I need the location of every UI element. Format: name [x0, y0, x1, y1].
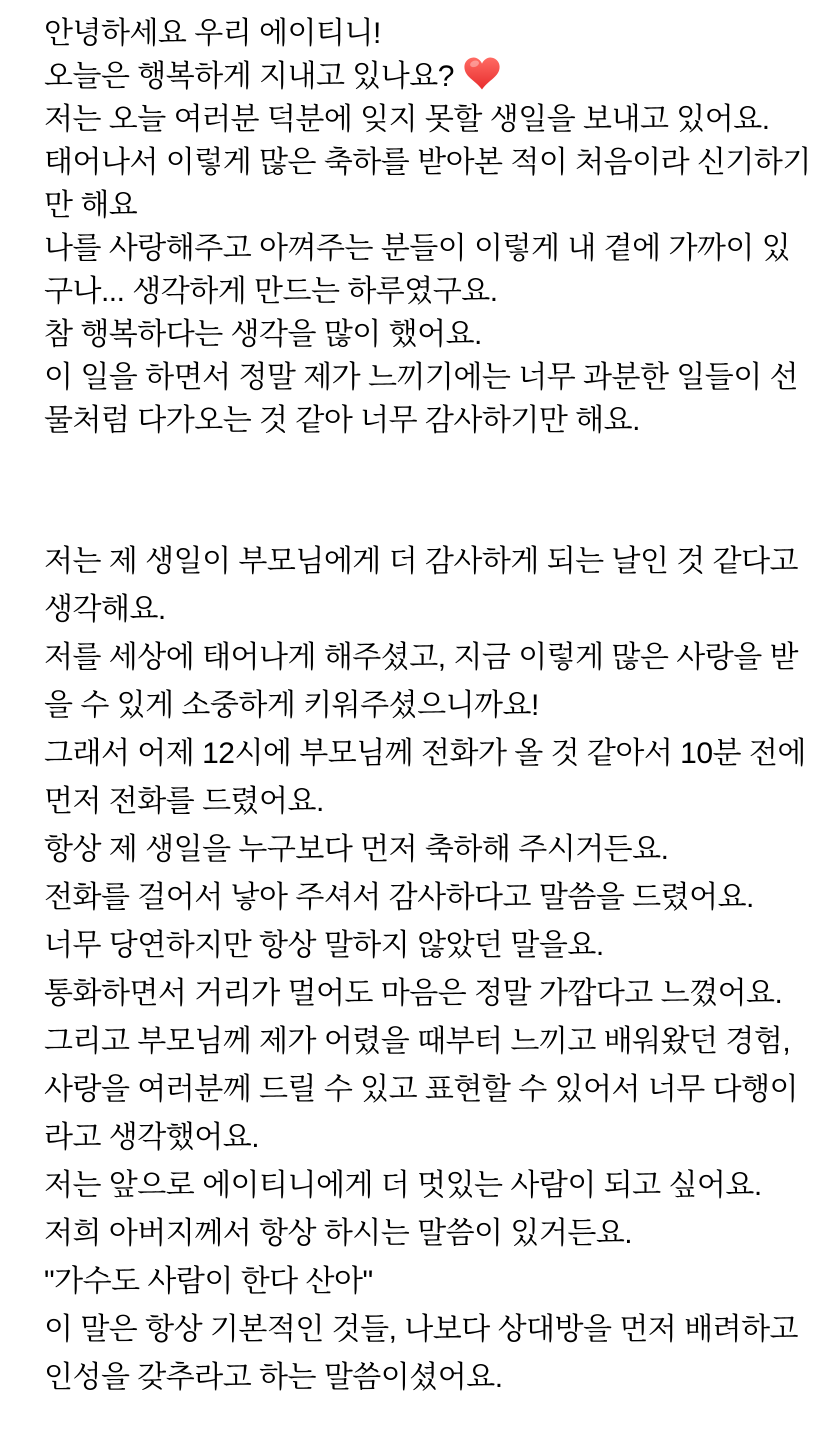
text-line-content: 태어나서 이렇게 많은 축하를 받아본 적이 처음이라 신기하기 [44, 146, 811, 179]
text-line [44, 826, 798, 874]
text-line [44, 586, 798, 634]
text-line [44, 970, 798, 1018]
text-line-content: 전화를 걸어서 낳아 주셔서 감사하다고 말씀을 드렸어요. [44, 881, 754, 914]
text-line-content: 이 말은 항상 기본적인 것들, 나보다 상대방을 먼저 배려하고 [44, 1313, 799, 1346]
text-line [44, 98, 798, 141]
text-line [44, 682, 798, 730]
text-line [44, 1114, 798, 1162]
text-line-content: 라고 생각했어요. [44, 1121, 260, 1154]
text-line [44, 778, 798, 826]
text-line-content: 저를 세상에 태어나게 해주셨고, 지금 이렇게 많은 사랑을 받 [44, 641, 799, 674]
text-line [44, 730, 806, 778]
text-line [44, 184, 798, 227]
text-line-content: 저는 오늘 여러분 덕분에 잊지 못할 생일을 보내고 있어요. [44, 103, 770, 136]
text-line [44, 1210, 798, 1258]
text-line-content: 구나... 생각하게 만드는 하루였구요. [44, 275, 498, 308]
text-line [44, 1162, 798, 1210]
text-line-content: 나를 사랑해주고 아껴주는 분들이 이렇게 내 곁에 가까이 있 [44, 232, 791, 265]
text-line-content: 너무 당연하지만 항상 말하지 않았던 말을요. [44, 929, 604, 962]
text-line [44, 227, 798, 270]
text-line-content: 이 일을 하면서 정말 제가 느끼기에는 너무 과분한 일들이 선 [44, 361, 799, 394]
document-body [44, 12, 811, 1402]
text-line-content: "가수도 사람이 한다 산아" [44, 1265, 373, 1298]
text-line [44, 1018, 798, 1066]
text-line-content: 먼저 전화를 드렸어요. [44, 785, 324, 818]
text-line-content: 그래서 어제 12시에 부모님께 전화가 올 것 같아서 10분 전에 [44, 737, 806, 770]
text-line-content: 생각해요. [44, 593, 166, 626]
text-line-content: 인성을 갖추라고 하는 말씀이셨어요. [44, 1361, 503, 1394]
red-heart-emoji-icon [464, 57, 500, 90]
text-line [44, 55, 798, 98]
text-line-content: 만 해요 [44, 189, 138, 222]
text-line [44, 1306, 798, 1354]
text-line [44, 313, 798, 356]
text-line [44, 922, 798, 970]
text-line [44, 1258, 798, 1306]
text-line-content: 오늘은 행복하게 지내고 있나요? [44, 60, 454, 93]
text-line [44, 1354, 798, 1402]
text-line-content: 저는 제 생일이 부모님에게 더 감사하게 되는 날인 것 같다고 [44, 545, 799, 578]
text-line [44, 399, 798, 442]
text-line [44, 634, 798, 682]
text-line-content: 물처럼 다가오는 것 같아 너무 감사하기만 해요. [44, 404, 640, 437]
text-line [44, 12, 798, 55]
text-line-content: 통화하면서 거리가 멀어도 마음은 정말 가깝다고 느꼈어요. [44, 977, 783, 1010]
text-line-content: 항상 제 생일을 누구보다 먼저 축하해 주시거든요. [44, 833, 669, 866]
text-line [44, 356, 798, 399]
text-line-content: 사랑을 여러분께 드릴 수 있고 표현할 수 있어서 너무 다행이 [44, 1073, 799, 1106]
paragraph [44, 538, 806, 1402]
text-line [44, 538, 798, 586]
text-line-content: 을 수 있게 소중하게 키워주셨으니까요! [44, 689, 539, 722]
text-line-content: 저는 앞으로 에이티니에게 더 멋있는 사람이 되고 싶어요. [44, 1169, 762, 1202]
text-line [44, 1066, 798, 1114]
text-line-content: 저희 아버지께서 항상 하시는 말씀이 있거든요. [44, 1217, 633, 1250]
text-line [44, 270, 798, 313]
text-line [44, 141, 811, 184]
text-line-content: 그리고 부모님께 제가 어렸을 때부터 느끼고 배워왔던 경험, [44, 1025, 791, 1058]
paragraph [44, 12, 811, 442]
text-line-content: 안녕하세요 우리 에이티니! [44, 17, 381, 50]
text-line [44, 874, 798, 922]
text-line-content: 참 행복하다는 생각을 많이 했어요. [44, 318, 482, 351]
